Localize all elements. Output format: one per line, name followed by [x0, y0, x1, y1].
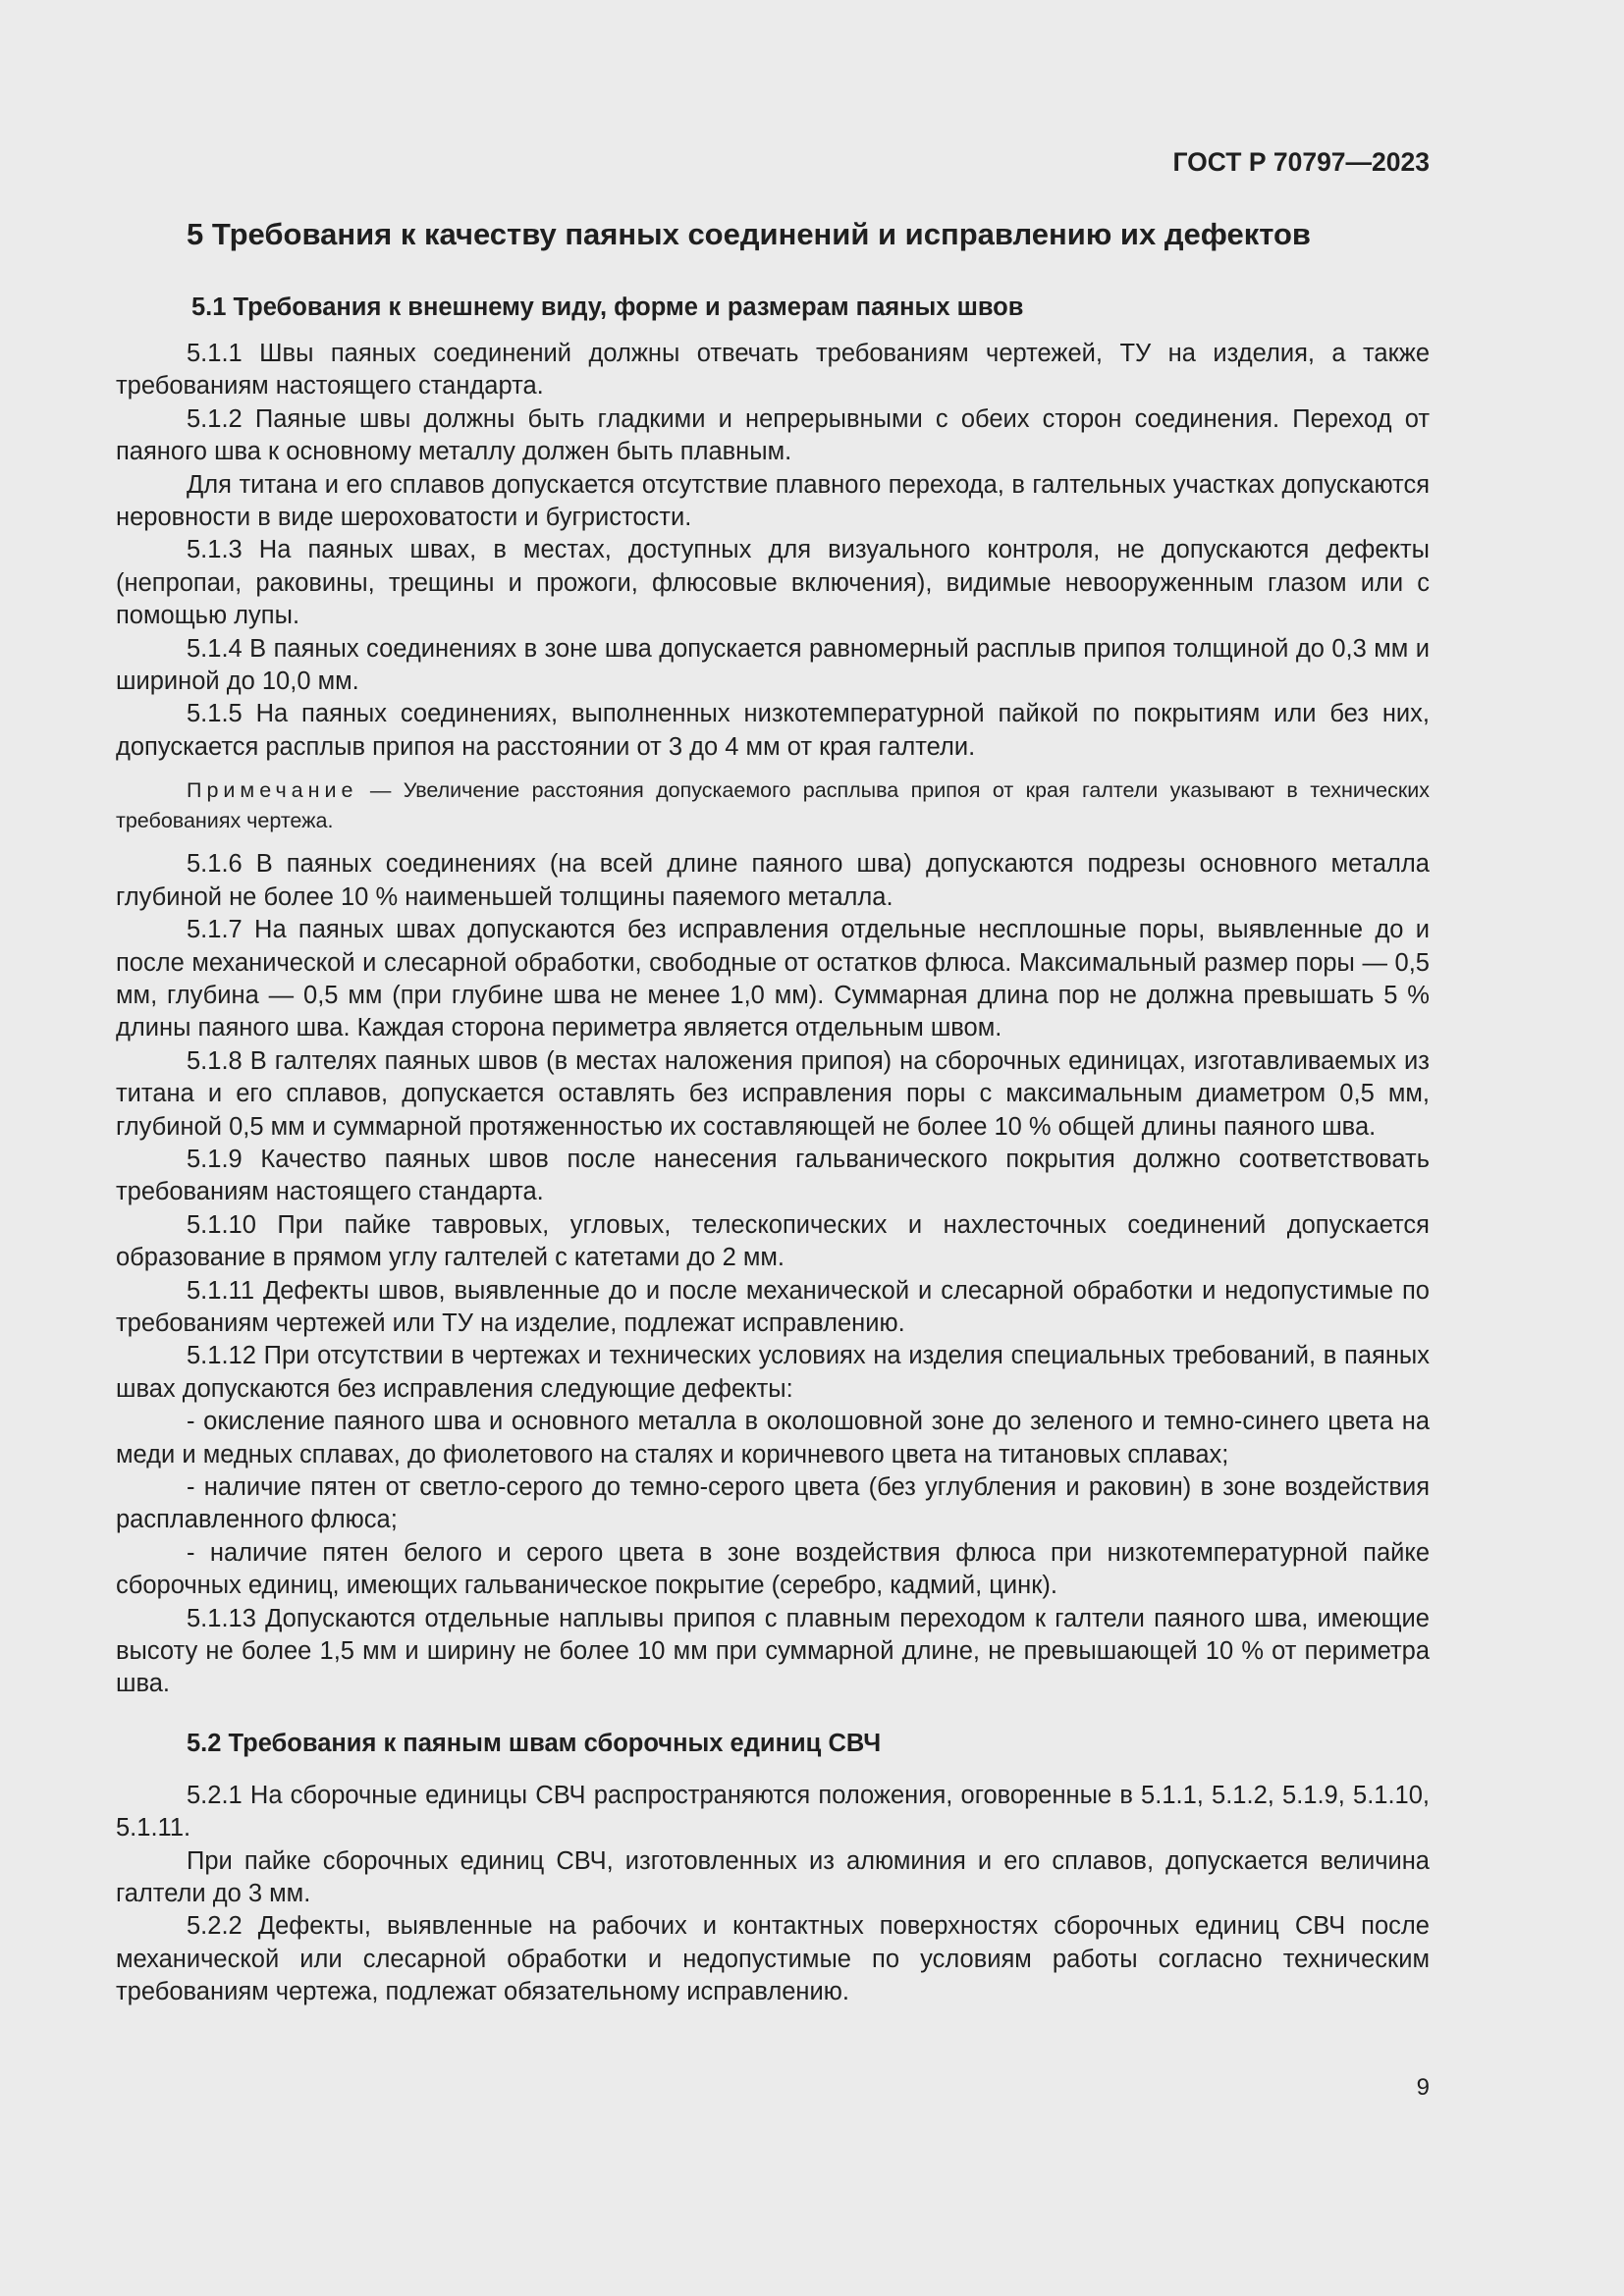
- paragraph-5-1-3: 5.1.3 На паяных швах, в местах, доступных для визуального контроля, не допускаются дефекты (непропаи, раковины, трещины и прожоги, флюсовые включения), видимые невооруженным глазом или с помощью лупы.: [116, 536, 1430, 630]
- document-page: [116, 145, 1430, 2009]
- paragraph-group-5-1-part-2: [116, 848, 1430, 1701]
- paragraph-5-1-2: 5.1.2 Паяные швы должны быть гладкими и непрерывными с обеих сторон соединения. Переход от паяного шва к основному металлу должен быть плавным.: [116, 404, 1430, 466]
- list-item-gray-spots: - наличие пятен от светло-серого до темно-серого цвета (без углубления и раковин) в зоне воздействия расплавленного флюса;: [116, 1473, 1430, 1534]
- section-title: 5 Требования к качеству паяных соединений и исправлению их дефектов: [187, 217, 1311, 251]
- note-text: — Увеличение расстояния допускаемого расплыва припоя от края галтели указывают в технических требованиях чертежа.: [116, 778, 1430, 833]
- note-label: Примечание: [187, 778, 358, 803]
- paragraph-group-5-2: [116, 1780, 1430, 2009]
- paragraph-5-1-7: 5.1.7 На паяных швах допускаются без исправления отдельные несплошные поры, выявленные до и после механической и слесарной обработки, свободные от остатков флюса. Максимальный размер поры — 0,5 мм, глубина — 0,5 мм (при глубине шва не менее 1,0 мм). Суммарная длина пор не должна превышать 5 % длины паяного шва. Каждая сторона периметра является отдельным швом.: [116, 916, 1430, 1042]
- paragraph-5-2-1: 5.2.1 На сборочные единицы СВЧ распространяются положения, оговоренные в 5.1.1, 5.1.2, 5.1.9, 5.1.10, 5.1.11.: [116, 1781, 1430, 1842]
- paragraph-5-1-5: 5.1.5 На паяных соединениях, выполненных низкотемпературной пайкой по покрытиям или без них, допускается расплыв припоя на расстоянии от 3 до 4 мм от края галтели.: [116, 700, 1430, 761]
- paragraph-titanium: Для титана и его сплавов допускается отсутствие плавного перехода, в галтельных участках допускаются неровности в виде шероховатости и бугристости.: [116, 470, 1430, 532]
- note: [116, 775, 1430, 836]
- paragraph-5-1-1: 5.1.1 Швы паяных соединений должны отвечать требованиям чертежей, ТУ на изделия, а также требованиям настоящего стандарта.: [116, 340, 1430, 400]
- subsection-title-5-1: 5.1 Требования к внешнему виду, форме и размерам паяных швов: [191, 294, 1024, 321]
- paragraph-5-1-9: 5.1.9 Качество паяных швов после нанесения гальванического покрытия должно соответствовать требованиям настоящего стандарта.: [116, 1145, 1430, 1206]
- paragraph-5-1-11: 5.1.11 Дефекты швов, выявленные до и после механической и слесарной обработки и недопустимые по требованиям чертежей или ТУ на изделие, подлежат исправлению.: [116, 1276, 1430, 1337]
- page-number: 9: [1416, 2074, 1430, 2101]
- paragraph-5-2-2: 5.2.2 Дефекты, выявленные на рабочих и контактных поверхностях сборочных единиц СВЧ после механической или слесарной обработки и недопустимые по условиям работы согласно техническим требованиям чертежа, подлежат обязательному исправлению.: [116, 1912, 1430, 2006]
- paragraph-5-1-6: 5.1.6 В паяных соединениях (на всей длине паяного шва) допускаются подрезы основного металла глубиной не более 10 % наименьшей толщины паяемого металла.: [116, 850, 1430, 911]
- paragraph-group-5-1-part-1: [116, 338, 1430, 764]
- list-item-white-spots: - наличие пятен белого и серого цвета в зоне воздействия флюса при низкотемпературной пайке сборочных единиц, имеющих гальваническое покрытие (серебро, кадмий, цинк).: [116, 1538, 1430, 1600]
- paragraph-5-1-12: 5.1.12 При отсутствии в чертежах и технических условиях на изделия специальных требований, в паяных швах допускаются без исправления следующие дефекты:: [116, 1342, 1430, 1403]
- paragraph-5-1-10: 5.1.10 При пайке тавровых, угловых, телескопических и нахлесточных соединений допускается образование в прямом углу галтелей с катетами до 2 мм.: [116, 1210, 1430, 1272]
- list-item-oxidation: - окисление паяного шва и основного металла в околошовной зоне до зеленого и темно-синего цвета на меди и медных сплавах, до фиолетового на сталях и коричневого цвета на титановых сплавах;: [116, 1408, 1430, 1468]
- paragraph-5-1-4: 5.1.4 В паяных соединениях в зоне шва допускается равномерный расплыв припоя толщиной до 0,3 мм и шириной до 10,0 мм.: [116, 634, 1430, 696]
- paragraph-5-1-8: 5.1.8 В галтелях паяных швов (в местах наложения припоя) на сборочных единицах, изготавливаемых из титана и его сплавов, допускается оставлять без исправления поры с максимальным диаметром 0,5 мм, глубиной 0,5 мм и суммарной протяженностью их составляющей не более 10 % общей длины паяного шва.: [116, 1046, 1430, 1141]
- document-code: ГОСТ Р 70797—2023: [1172, 147, 1430, 177]
- subsection-title-5-2: 5.2 Требования к паяным швам сборочных единиц СВЧ: [187, 1729, 882, 1757]
- paragraph-aluminium: При пайке сборочных единиц СВЧ, изготовленных из алюминия и его сплавов, допускается величина галтели до 3 мм.: [116, 1846, 1430, 1908]
- paragraph-5-1-13: 5.1.13 Допускаются отдельные наплывы припоя с плавным переходом к галтели паяного шва, имеющие высоту не более 1,5 мм и ширину не более 10 мм при суммарной длине, не превышающей 10 % от периметра шва.: [116, 1604, 1430, 1698]
